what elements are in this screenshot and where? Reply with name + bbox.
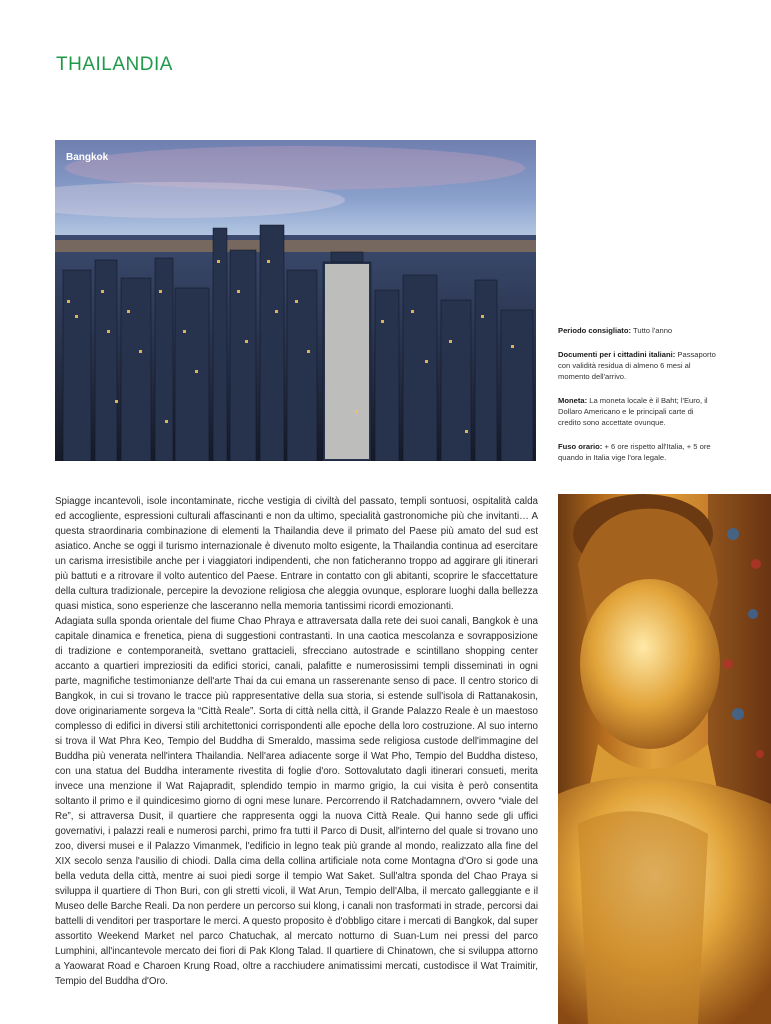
info-currency	[558, 395, 718, 428]
info-timezone	[558, 441, 718, 463]
info-currency-label: Moneta:	[558, 396, 588, 405]
page-title: THAILANDIA	[56, 54, 173, 75]
article-body	[55, 494, 538, 989]
skyline-illustration	[55, 140, 536, 461]
info-period	[558, 325, 718, 336]
info-documents	[558, 349, 718, 382]
buddha-illustration	[558, 494, 771, 1024]
golden-buddha-photo	[558, 494, 771, 1024]
info-timezone-text: + 6 ore rispetto all'Italia, + 5 ore quando in Italia vige l'ora legale.	[558, 442, 711, 462]
article-paragraph: Adagiata sulla sponda orientale del fiume Chao Phraya e attraversata dalla rete dei suoi canali, Bangkok è una capitale dinamica e frenetica, piena di suggestioni contrastanti. In una caotica mescolanza e sovrapposizione di tradizione e contemporaneità, svettano grattacieli, sfrecciano autostrade e scintillano shopping center accanto a quartieri impreziositi da edifici storici, canali, palafitte e numerosissimi templi disseminati in ogni parte, magnifiche testimonianze dell'arte Thai da cui emana un rasserenante senso di pace. Il centro storico di Bangkok, in cui si trovano le tracce più rappresentative della sua storia, si estende sull'isola di Rattanakosin, dove originariamente sorgeva la “Città Reale”. Sorta di città nella città, il Grande Palazzo Reale è un maestoso complesso di edifici in diversi stili architettonici corrispondenti alle epoche della loro costruzione. Al suo interno si trova il Wat Phra Keo, Tempio del Buddha di Smeraldo, massima sede religiosa custode dell'immagine del Buddha più venerata nell'intera Thailandia. Nell'area adiacente sorge il Wat Pho, Tempio del Buddha disteso, con una statua del Buddha interamente rivestita di foglie d'oro. Sottovalutato dagli itinerari consueti, merita invece una menzione il Wat Rajapradit, splendido tempio in marmo grigio, la cui visita è però consentita soltanto il primo e il quindicesimo giorno di ogni mese lunare. Percorrendo il Ratchadamnern, ovvero “viale del Re”, si attraversa Dusit, il quartiere che rappresenta oggi la nuova Città Reale. Qui hanno sede gli uffici governativi, i palazzi reali e numerosi parchi, primo fra tutti il Parco di Dusit, all'interno del quale si trovano uno zoo, diversi musei e il Palazzo Vimanmek, l'edificio in legno teak più grande al mondo, realizzato alla fine del XIX secolo senza l'ausilio di chiodi. Dalla cima della collina artificiale nota come Montagna d'Oro si gode una bella veduta della città, mentre ai suoi piedi sorge il tempio Wat Saket. Sull'altra sponda del Chao Praya si sviluppa il quartiere di Thon Buri, con gli stretti vicoli, il Wat Arun, Tempio dell'Alba, il mercato galleggiante e il Museo delle Barche Reali. Da non perdere un percorso sui klong, i canali non trasformati in strade, percorsi dai battelli di venditori per trasportare le merci. A questo proposito è d'obbligo citare i mercati di Bangkok, dal super assortito Weekend Market nel parco Chatuchak, al mercato notturno di Suan-Lum nei pressi del parco Lumphini, all'incantevole mercato dei fiori di Pak Klong Talad. Il quartiere di Chinatown, che si sviluppa attorno a Yaowarat Road e Charoen Krung Road, oltre a racchiudere animatissimi mercati, custodisce il Wat Traimitir, Tempio del Buddha d'Oro.	[55, 616, 538, 987]
travel-info-sidebar	[558, 325, 718, 476]
article-paragraph: Spiagge incantevoli, isole incontaminate, ricche vestigia di civiltà del passato, templi sontuosi, ospitalità calda ed accogliente, espressioni culturali affascinanti e non da ultimo, specialità gastronomiche più che invitanti… A questa straordinaria combinazione di elementi la Thailandia deve il primato del Paese più amato del sud est asiatico. Anche se oggi il turismo internazionale è divenuto molto esigente, la Thailandia continua ad esercitare un carisma irresistibile anche per i viaggiatori indipendenti, che non faticheranno troppo ad aggirare gli itinerari più battuti e a ritrovare il volto autentico del Paese. Entrare in contatto con gli abitanti, scoprire le sfaccettature della cultura tradizionale, percepire la devozione religiosa che aleggia ovunque, esplorare luoghi dalla bellezza quasi mistica, sono esperienze che lasceranno nella memoria tantissimi ricordi emozionanti.	[55, 496, 538, 612]
info-timezone-label: Fuso orario:	[558, 442, 603, 451]
bangkok-skyline-photo	[55, 140, 536, 461]
info-currency-text: La moneta locale è il Baht; l'Euro, il Dollaro Americano e le principali carte di credito sono accettate ovunque.	[558, 396, 708, 427]
info-period-label: Periodo consigliato:	[558, 326, 631, 335]
info-documents-label: Documenti per i cittadini italiani:	[558, 350, 676, 359]
info-documents-text: Passaporto con validità residua di almeno 6 mesi al momento dell'arrivo.	[558, 350, 716, 381]
info-period-text: Tutto l'anno	[632, 326, 673, 335]
photo-caption: Bangkok	[66, 152, 109, 163]
